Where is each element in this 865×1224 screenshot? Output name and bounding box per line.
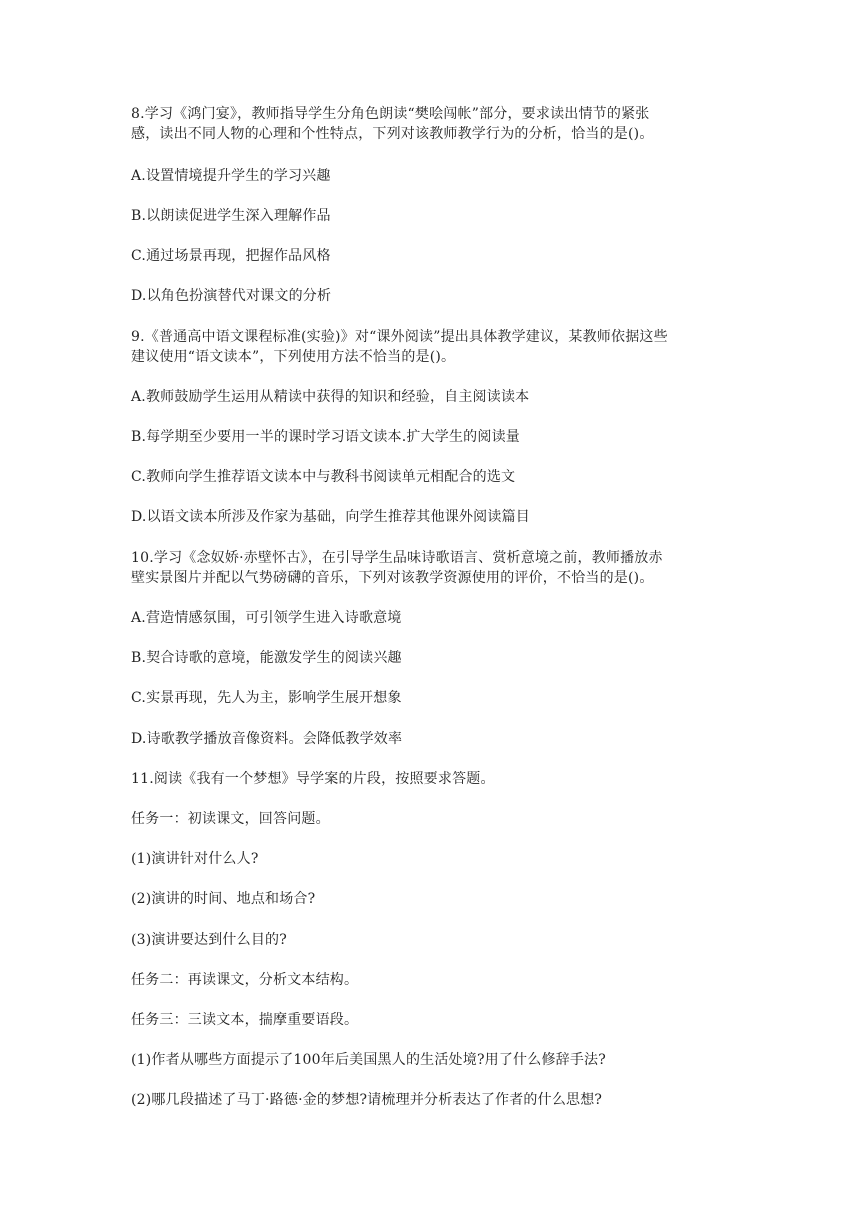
question-11-task-1: 任务一：初读课文，回答问题。 — [131, 811, 330, 827]
question-10-stem-line-1: 10.学习《念奴娇·赤壁怀古》，在引导学生品味诗歌语言、赏析意境之前，教师播放赤 — [131, 550, 663, 566]
question-10-option-d: D.诗歌教学播放音像资料。会降低教学效率 — [131, 731, 403, 747]
question-8-option-d: D.以角色扮演替代对课文的分析 — [131, 288, 332, 304]
question-9-option-d: D.以语文读本所涉及作家为基础，向学生推荐其他课外阅读篇目 — [131, 509, 530, 525]
question-11-task-1-item-1: (1)演讲针对什么人? — [131, 851, 259, 867]
question-8-stem-line-1: 8.学习《鸿门宴》，教师指导学生分角色朗读“樊哙闯帐”部分，要求读出情节的紧张 — [131, 106, 650, 122]
question-9-option-c: C.教师向学生推荐语文读本中与教科书阅读单元相配合的选文 — [131, 469, 516, 485]
question-8-stem-line-2: 感，读出不同人物的心理和个性特点，下列对该教师教学行为的分析，恰当的是()。 — [131, 126, 654, 142]
question-11-task-3-item-1: (1)作者从哪些方面提示了100年后美国黑人的生活处境?用了什么修辞手法? — [131, 1052, 606, 1068]
question-11-task-1-item-3: (3)演讲要达到什么目的? — [131, 932, 287, 948]
question-9-stem-line-2: 建议使用“语文读本”，下列使用方法不恰当的是()。 — [131, 349, 456, 365]
question-11-task-2: 任务二：再读课文，分析文本结构。 — [131, 972, 359, 988]
question-11-task-3: 任务三：三读文本，揣摩重要语段。 — [131, 1012, 359, 1028]
question-11-stem: 11.阅读《我有一个梦想》导学案的片段，按照要求答题。 — [131, 771, 495, 787]
question-9-stem-line-1: 9.《普通高中语文课程标准(实验)》对“课外阅读”提出具体教学建议，某教师依据这些 — [131, 329, 668, 345]
question-11-task-3-item-2: (2)哪几段描述了马丁·路德·金的梦想?请梳理并分析表达了作者的什么思想? — [131, 1092, 603, 1108]
question-10-option-a: A.营造情感氛围，可引领学生进入诗歌意境 — [131, 610, 402, 626]
question-10-stem-line-2: 壁实景图片并配以气势磅礴的音乐，下列对该教学资源使用的评价，不恰当的是()。 — [131, 570, 654, 586]
question-9-option-b: B.每学期至少要用一半的课时学习语文读本.扩大学生的阅读量 — [131, 429, 520, 445]
question-8-option-a: A.设置情境提升学生的学习兴趣 — [131, 168, 331, 184]
question-8-option-b: B.以朗读促进学生深入理解作品 — [131, 208, 331, 224]
question-11-task-1-item-2: (2)演讲的时间、地点和场合? — [131, 891, 316, 907]
question-10-option-c: C.实景再现，先人为主，影响学生展开想象 — [131, 690, 402, 706]
question-8-option-c: C.通过场景再现，把握作品风格 — [131, 248, 331, 264]
question-9-option-a: A.教师鼓励学生运用从精读中获得的知识和经验，自主阅读读本 — [131, 389, 530, 405]
question-10-option-b: B.契合诗歌的意境，能激发学生的阅读兴趣 — [131, 650, 402, 666]
